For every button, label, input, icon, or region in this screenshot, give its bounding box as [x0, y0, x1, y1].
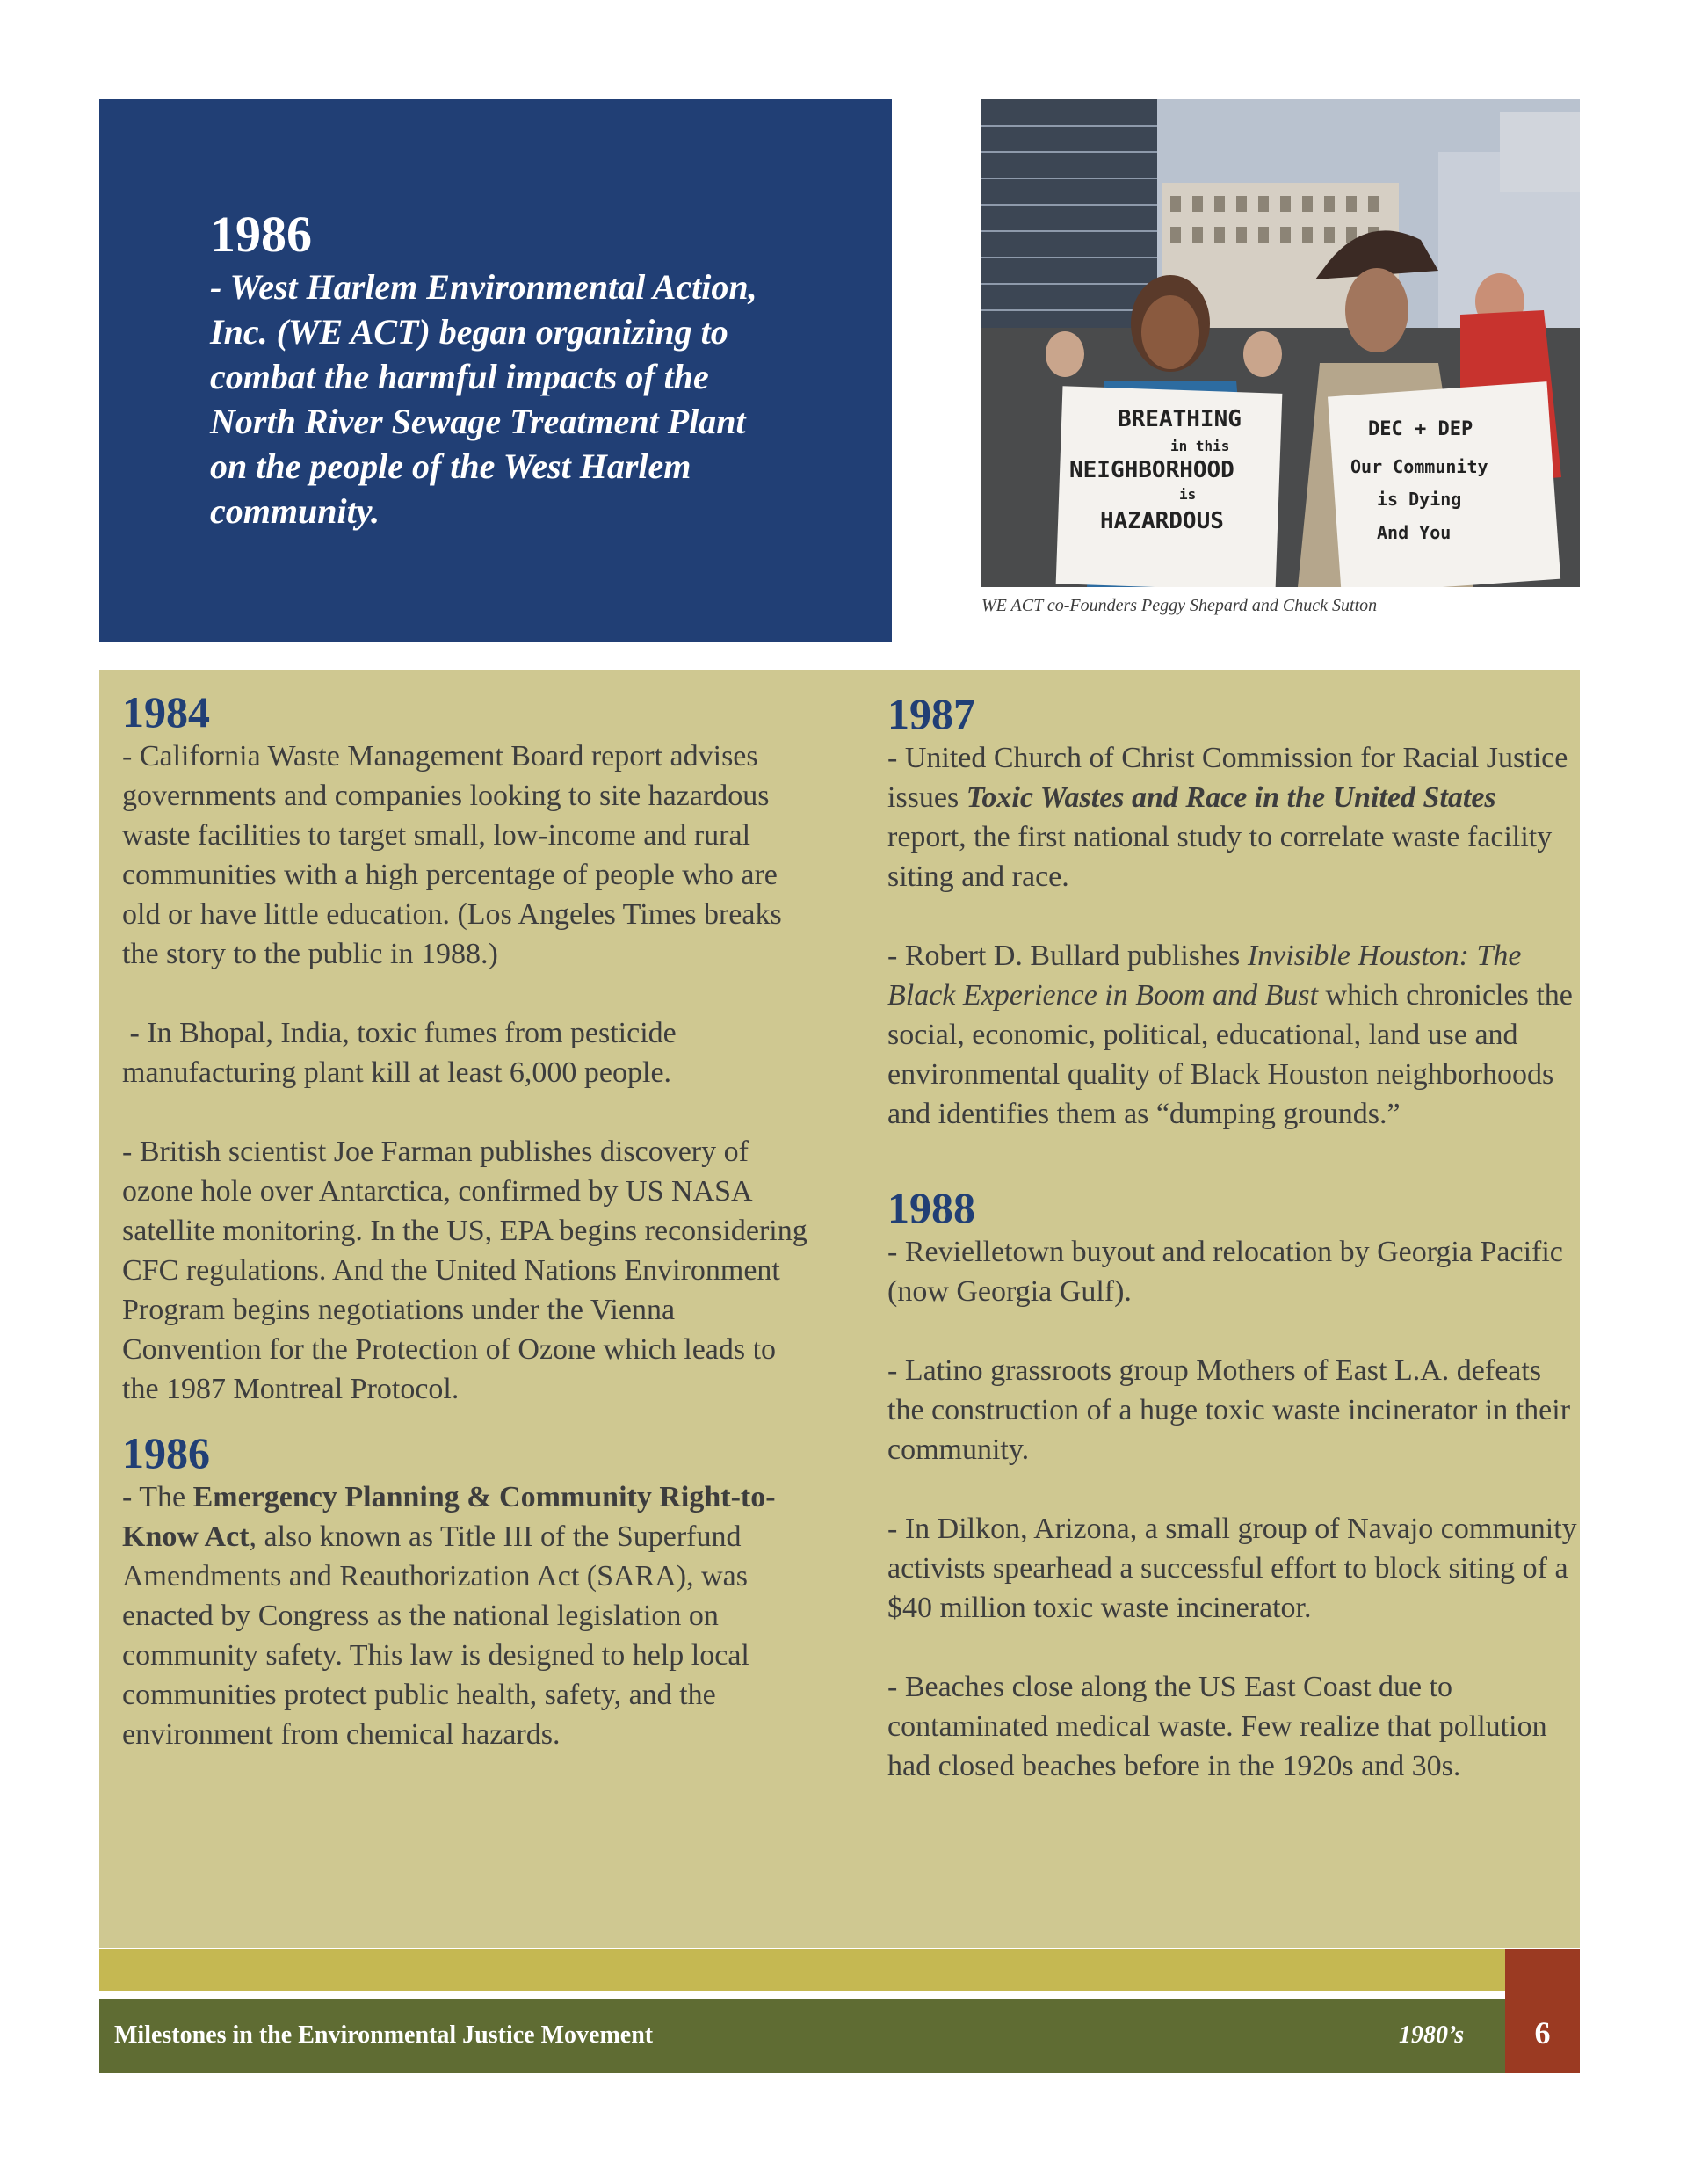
sign-right-line-4: And You [1377, 522, 1452, 543]
year-1984-heading: 1984 [122, 687, 210, 736]
act-name: Emergency Planning & Community Right-to-Know Act [122, 1481, 776, 1553]
hero-text: - West Harlem Environmental Action, Inc. (WE ACT) began organizing to combat the harmful impacts of the North River Sewage Treatment Plant on the people of the West Harlem community. [210, 267, 757, 531]
sign-left-line-2: in this [1170, 438, 1230, 454]
photo-caption: WE ACT co-Founders Peggy Shepard and Chuck Sutton [981, 596, 1378, 615]
year-1986-heading: 1986 [122, 1428, 210, 1477]
year-1987-item-2 [887, 936, 1582, 1134]
footer-accent-bar [99, 1949, 1505, 1991]
year-1988-item-3: - In Dilkon, Arizona, a small group of Navajo community activists spearhead a successful effort to block siting of a $40 million toxic waste incinerator. [887, 1513, 1577, 1624]
year-1986-item-1 [122, 1477, 807, 1754]
text-run: - The [122, 1481, 193, 1513]
timeline-panel [99, 670, 1580, 1948]
book-title: Invisible Houston: The Black Experience in Boom and Bust [887, 940, 1522, 1012]
text-run: report, the first national study to correlate waste facility siting and race. [887, 821, 1553, 893]
year-1988-item-2: - Latino grassroots group Mothers of East L.A. defeats the construction of a huge toxic waste incinerator in their community. [887, 1354, 1571, 1466]
left-column [122, 687, 807, 1754]
year-1988-item-1: - Revielletown buyout and relocation by Georgia Pacific (now Georgia Gulf). [887, 1236, 1563, 1308]
sign-right-line-2: Our Community [1350, 456, 1488, 477]
sign-right-line-3: is Dying [1377, 489, 1462, 510]
page-number-box [1505, 1949, 1580, 2073]
sign-left-line-4: is [1179, 486, 1197, 503]
year-1987-item-1 [887, 738, 1582, 896]
year-1984-item-3: - British scientist Joe Farman publishes discovery of ozone hole over Antarctica, confirmed by US NASA satellite monitoring. In the US, EPA begins reconsidering CFC regulations. And the United Nations Environment Program begins negotiations under the Vienna Convention for the Protection of Ozone which leads to the 1987 Montreal Protocol. [122, 1136, 807, 1405]
page-number: 6 [1534, 2015, 1551, 2050]
hero-year: 1986 [210, 206, 312, 263]
protest-photo [981, 99, 1580, 587]
right-column [887, 689, 1582, 1786]
sign-left-line-5: HAZARDOUS [1100, 508, 1224, 534]
year-1984-item-1: - California Waste Management Board report advises governments and companies looking to site hazardous waste facilities to target small, low-income and rural communities with a high percentage of people who are old or have little education. (Los Angeles Times breaks the story to the public in 1988.) [122, 740, 782, 970]
sign-left-line-1: BREATHING [1118, 406, 1242, 432]
footer-divider [99, 1991, 1505, 1999]
text-run: - Robert D. Bullard publishes [887, 940, 1248, 972]
text-run: , also known as Title III of the Superfund Amendments and Reauthorization Act (SARA), was enacted by Congress as the national legislation on community safety. This law is designed to help local communities protect public health, safety, and the environment from chemical hazards. [122, 1520, 749, 1751]
text-run: - United Church of Christ Commission for Racial Justice issues [887, 742, 1568, 814]
hero-box [99, 99, 892, 642]
footer-title: Milestones in the Environmental Justice Movement [114, 2021, 654, 2049]
report-title: Toxic Wastes and Race in the United States [966, 781, 1496, 814]
footer-decade: 1980’s [1399, 2021, 1465, 2049]
sign-right-line-1: DEC + DEP [1368, 418, 1473, 440]
text-run: which chronicles the social, economic, political, educational, land use and environmental quality of Black Houston neighborhoods and identifies them as “dumping grounds.” [887, 979, 1573, 1130]
sign-left-line-3: NEIGHBORHOOD [1069, 457, 1234, 483]
year-1984-item-2: - In Bhopal, India, toxic fumes from pesticide manufacturing plant kill at least 6,000 people. [122, 1017, 684, 1089]
year-1988-item-4: - Beaches close along the US East Coast due to contaminated medical waste. Few realize that pollution had closed beaches before in the 1920s and 30s. [887, 1671, 1547, 1782]
year-1987-heading: 1987 [887, 689, 975, 738]
year-1988-heading: 1988 [887, 1183, 975, 1232]
